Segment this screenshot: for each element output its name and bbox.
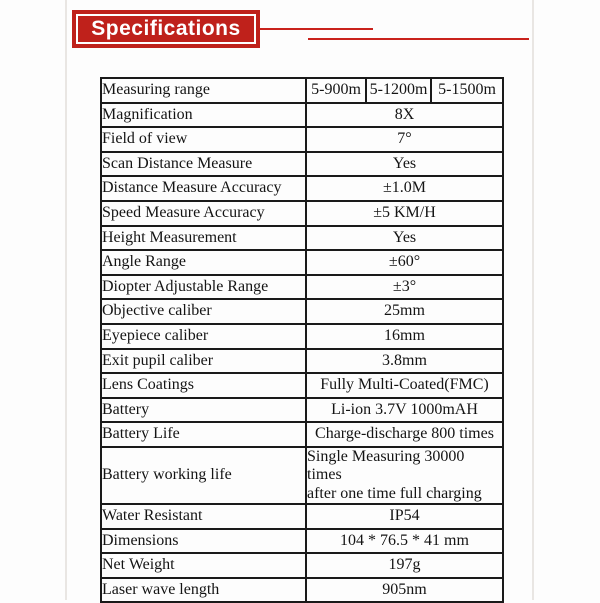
spec-label: Magnification xyxy=(101,103,306,128)
spec-value: ±5 KM/H xyxy=(306,201,503,226)
spec-label: Diopter Adjustable Range xyxy=(101,275,306,300)
spec-value: Yes xyxy=(306,152,503,177)
spec-label: Objective caliber xyxy=(101,299,306,324)
spec-value-line: Single Measuring 30000 times xyxy=(307,447,465,484)
spec-value: Fully Multi-Coated(FMC) xyxy=(306,373,503,398)
spec-value: Yes xyxy=(306,226,503,251)
spec-label: Battery working life xyxy=(101,447,306,504)
spec-label: Net Weight xyxy=(101,553,306,578)
spec-value: 197g xyxy=(306,553,503,578)
right-page-rule xyxy=(532,0,534,600)
table-row xyxy=(101,553,503,578)
table-row xyxy=(101,299,503,324)
spec-value: 25mm xyxy=(306,299,503,324)
spec-value: 5-900m xyxy=(306,78,366,103)
spec-value: 5-1200m xyxy=(366,78,431,103)
table-row xyxy=(101,398,503,423)
spec-value-line: after one time full charging xyxy=(307,484,482,502)
spec-value: 8X xyxy=(306,103,503,128)
table-row xyxy=(101,504,503,529)
table-row xyxy=(101,422,503,447)
spec-label: Water Resistant xyxy=(101,504,306,529)
spec-label: Distance Measure Accuracy xyxy=(101,176,306,201)
table-row xyxy=(101,78,503,103)
spec-label: Battery xyxy=(101,398,306,423)
table-row xyxy=(101,275,503,300)
spec-value: ±3° xyxy=(306,275,503,300)
table-row xyxy=(101,152,503,177)
table-row xyxy=(101,250,503,275)
left-page-rule xyxy=(65,0,67,600)
spec-label: Lens Coatings xyxy=(101,373,306,398)
spec-label: Dimensions xyxy=(101,529,306,554)
spec-value: 104 * 76.5 * 41 mm xyxy=(306,529,503,554)
header-rule-lower xyxy=(308,38,529,40)
spec-value: 7° xyxy=(306,127,503,152)
spec-label: Height Measurement xyxy=(101,226,306,251)
spec-label: Scan Distance Measure xyxy=(101,152,306,177)
spec-value: ±1.0M xyxy=(306,176,503,201)
table-row xyxy=(101,127,503,152)
spec-label: Eyepiece caliber xyxy=(101,324,306,349)
specifications-table xyxy=(100,77,504,603)
table-row xyxy=(101,447,503,504)
spec-value: 5-1500m xyxy=(431,78,503,103)
spec-value: ±60° xyxy=(306,250,503,275)
spec-label: Field of view xyxy=(101,127,306,152)
spec-label: Exit pupil caliber xyxy=(101,349,306,374)
page-title: Specifications xyxy=(91,16,241,40)
table-row xyxy=(101,349,503,374)
spec-label: Battery Life xyxy=(101,422,306,447)
table-row xyxy=(101,103,503,128)
spec-value: Charge-discharge 800 times xyxy=(306,422,503,447)
spec-label: Measuring range xyxy=(101,78,306,103)
spec-label: Laser wave length xyxy=(101,578,306,603)
table-row xyxy=(101,201,503,226)
spec-value: IP54 xyxy=(306,504,503,529)
spec-value: 3.8mm xyxy=(306,349,503,374)
spec-value: 905nm xyxy=(306,578,503,603)
header-rule-upper xyxy=(260,28,373,30)
specifications-badge-border xyxy=(76,14,256,44)
spec-value xyxy=(306,447,503,504)
spec-label: Angle Range xyxy=(101,250,306,275)
table-row xyxy=(101,529,503,554)
table-row xyxy=(101,373,503,398)
spec-label: Speed Measure Accuracy xyxy=(101,201,306,226)
table-row xyxy=(101,324,503,349)
specifications-badge xyxy=(72,10,260,48)
table-row xyxy=(101,578,503,603)
table-row xyxy=(101,176,503,201)
spec-value: Li-ion 3.7V 1000mAH xyxy=(306,398,503,423)
table-row xyxy=(101,226,503,251)
spec-value: 16mm xyxy=(306,324,503,349)
